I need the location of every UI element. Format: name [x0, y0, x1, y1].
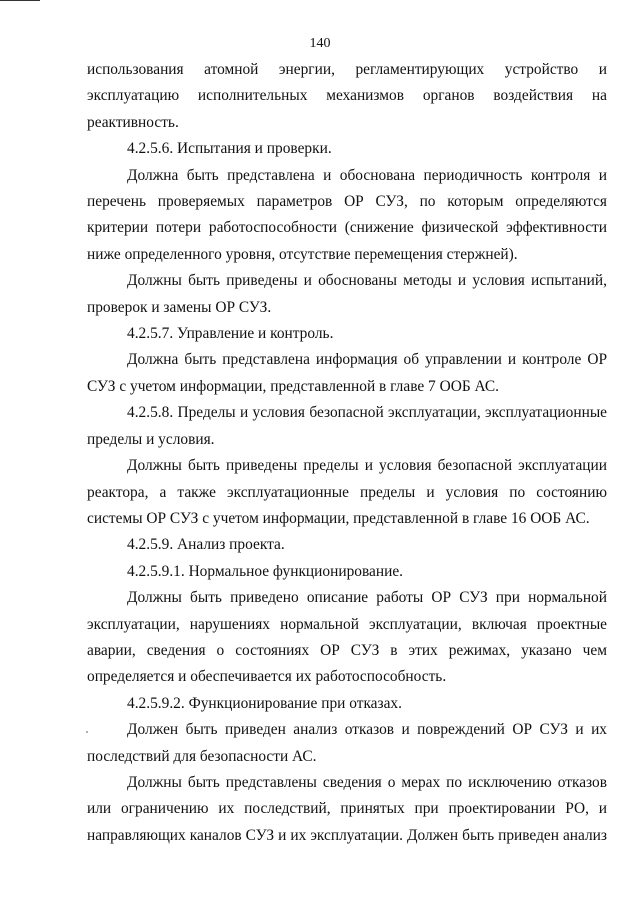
section-heading-4-2-5-8: 4.2.5.8. Пределы и условия безопасной эксплуатации, эксплуатационные пределы и условия.: [87, 404, 607, 448]
paragraph: Должен быть приведен анализ отказов и повреждений ОР СУЗ и их последствий для безопасности АС.: [87, 721, 607, 765]
section-heading-4-2-5-9: 4.2.5.9. Анализ проекта.: [127, 536, 285, 554]
paragraph: Должна быть представлена и обоснована периодичность контроля и перечень проверяемых параметров ОР СУЗ, по которым определяются критерии потери работоспособности (снижение физической эффективности ниже определенного уровня, отсутствие перемещения стержней).: [87, 166, 607, 263]
paragraph: Должны быть приведены пределы и условия безопасной эксплуатации реактора, а также эксплуатационные пределы и условия по состоянию системы ОР СУЗ с учетом информации, представленной в главе 16 ООБ АС.: [87, 457, 607, 527]
section-heading-4-2-5-9-2: 4.2.5.9.2. Функционирование при отказах.: [127, 694, 402, 712]
paragraph: Должны быть приведены и обоснованы методы и условия испытаний, проверок и замены ОР СУЗ.: [87, 272, 607, 316]
section-heading-4-2-5-7: 4.2.5.7. Управление и контроль.: [127, 325, 334, 343]
document-body: [87, 57, 607, 849]
scan-edge-line: [0, 0, 40, 1]
paragraph-continues: Должны быть представлены сведения о мерах по исключению отказов или ограничению их последствий, принятых при проектировании РО, и направляющих каналов СУЗ и их эксплуатации. Должен быть приведен анализ: [87, 773, 607, 844]
paragraph-continuation: использования атомной энергии, регламентирующих устройство и эксплуатацию исполнительных механизмов органов воздействия на реактивность.: [87, 61, 607, 131]
section-heading-4-2-5-6: 4.2.5.6. Испытания и проверки.: [127, 140, 332, 158]
scan-speck: [86, 731, 88, 733]
paragraph: Должны быть приведено описание работы ОР СУЗ при нормальной эксплуатации, нарушениях нормальной эксплуатации, включая проектные аварии, сведения о состояниях ОР СУЗ в этих режимах, указано чем определяется и обеспечивается их работоспособность.: [87, 589, 607, 686]
page-number: 140: [309, 36, 331, 51]
paragraph: Должна быть представлена информация об управлении и контроле ОР СУЗ с учетом информации, представленной в главе 7 ООБ АС.: [87, 351, 607, 395]
section-heading-4-2-5-9-1: 4.2.5.9.1. Нормальное функционирование.: [127, 562, 404, 580]
